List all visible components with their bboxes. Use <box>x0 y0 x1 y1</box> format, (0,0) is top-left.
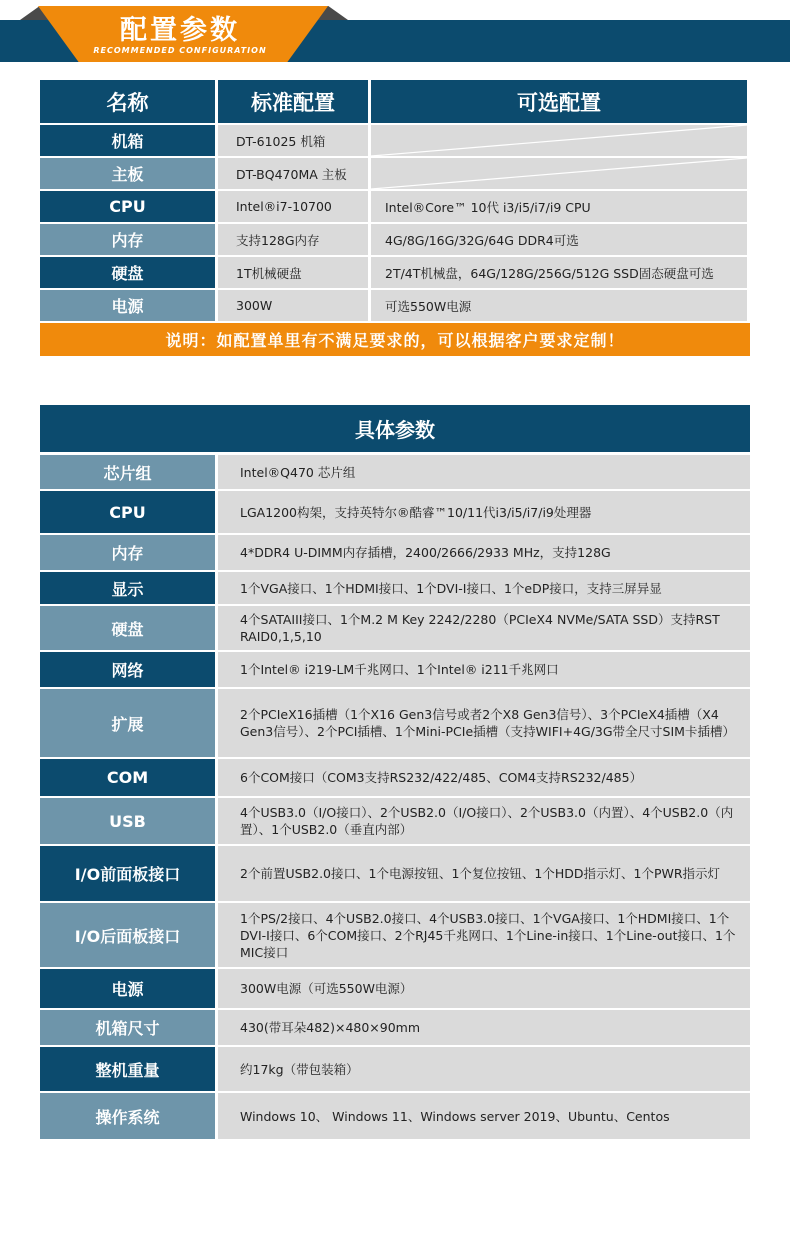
spec-row-name: USB <box>40 798 215 844</box>
spec-row-name: 扩展 <box>40 689 215 757</box>
config-header-row <box>40 80 750 123</box>
diagonal-line <box>371 125 747 156</box>
config-row-name: 电源 <box>40 290 215 321</box>
config-row-optional: 2T/4T机械盘，64G/128G/256G/512G SSD固态硬盘可选 <box>371 257 747 288</box>
spec-row-value: 4*DDR4 U-DIMM内存插槽，2400/2666/2933 MHz，支持128G <box>218 535 750 570</box>
spec-row-name: 网络 <box>40 652 215 687</box>
config-row <box>40 158 750 189</box>
spec-row-value: 4个USB3.0（I/O接口）、2个USB2.0（I/O接口）、2个USB3.0（内置）、4个USB2.0（内置）、1个USB2.0（垂直内部） <box>218 798 750 844</box>
spec-row-name: 电源 <box>40 969 215 1008</box>
config-row <box>40 191 750 222</box>
spec-row-name: 芯片组 <box>40 455 215 489</box>
spec-title: 具体参数 <box>40 405 750 452</box>
spec-row-value: 1个Intel® i219-LM千兆网口、1个Intel® i211千兆网口 <box>218 652 750 687</box>
banner-subtitle: RECOMMENDED CONFIGURATION <box>93 46 267 55</box>
config-header-optional: 可选配置 <box>371 80 747 123</box>
spec-row-value: 约17kg（带包装箱） <box>218 1047 750 1091</box>
banner-title: 配置参数 <box>120 15 240 46</box>
config-row-optional: 4G/8G/16G/32G/64G DDR4可选 <box>371 224 747 255</box>
spec-row <box>40 798 750 844</box>
spec-row-name: I/O前面板接口 <box>40 846 215 901</box>
spec-row <box>40 1010 750 1045</box>
config-row-name: 硬盘 <box>40 257 215 288</box>
config-row-name: 主板 <box>40 158 215 189</box>
spec-row-name: COM <box>40 759 215 796</box>
config-row-name: 机箱 <box>40 125 215 156</box>
config-row <box>40 224 750 255</box>
spec-row <box>40 689 750 757</box>
spec-row-value: 300W电源（可选550W电源） <box>218 969 750 1008</box>
config-header-standard: 标准配置 <box>218 80 368 123</box>
spec-row <box>40 606 750 650</box>
diagonal-line <box>371 158 747 189</box>
spec-row-name: 操作系统 <box>40 1093 215 1139</box>
spec-row <box>40 491 750 533</box>
spec-row-value: Windows 10、 Windows 11、Windows server 2019、Ubuntu、Centos <box>218 1093 750 1139</box>
spec-row-name: CPU <box>40 491 215 533</box>
spec-row-value: 2个前置USB2.0接口、1个电源按钮、1个复位按钮、1个HDD指示灯、1个PWR指示灯 <box>218 846 750 901</box>
config-note: 说明：如配置单里有不满足要求的，可以根据客户要求定制！ <box>40 323 750 356</box>
config-row-name: CPU <box>40 191 215 222</box>
spec-row <box>40 455 750 489</box>
spec-row-value: 2个PCIeX16插槽（1个X16 Gen3信号或者2个X8 Gen3信号）、3个PCIeX4插槽（X4 Gen3信号）、2个PCI插槽、1个Mini-PCIe插槽（支持WIFI+4G/3G带全尺寸SIM卡插槽） <box>218 689 750 757</box>
spec-row-value: 430(带耳朵482)×480×90mm <box>218 1010 750 1045</box>
spec-row <box>40 969 750 1008</box>
config-row-standard: 300W <box>218 290 368 321</box>
spec-row-value: 1个PS/2接口、4个USB2.0接口、4个USB3.0接口、1个VGA接口、1个HDMI接口、1个DVI-I接口、6个COM接口、2个RJ45千兆网口、1个Line-in接口、1个Line-out接口、1个MIC接口 <box>218 903 750 967</box>
config-row-optional-empty <box>371 125 747 156</box>
spec-row <box>40 652 750 687</box>
config-row-optional: Intel®Core™ 10代 i3/i5/i7/i9 CPU <box>371 191 747 222</box>
config-row-optional-empty <box>371 158 747 189</box>
spec-row-name: 硬盘 <box>40 606 215 650</box>
spec-row <box>40 759 750 796</box>
config-table <box>40 80 750 356</box>
config-row-standard: Intel®i7-10700 <box>218 191 368 222</box>
config-row <box>40 257 750 288</box>
config-row-standard: DT-61025 机箱 <box>218 125 368 156</box>
spec-row-name: 机箱尺寸 <box>40 1010 215 1045</box>
config-row <box>40 125 750 156</box>
spec-row-value: 4个SATAIII接口、1个M.2 M Key 2242/2280（PCIeX4 NVMe/SATA SSD）支持RST RAID0,1,5,10 <box>218 606 750 650</box>
spec-row-value: LGA1200构架，支持英特尔®酷睿™10/11代i3/i5/i7/i9处理器 <box>218 491 750 533</box>
config-row-standard: 1T机械硬盘 <box>218 257 368 288</box>
spec-row-value: 6个COM接口（COM3支持RS232/422/485、COM4支持RS232/485） <box>218 759 750 796</box>
spec-row <box>40 846 750 901</box>
spec-row-value: 1个VGA接口、1个HDMI接口、1个DVI-I接口、1个eDP接口，支持三屏异显 <box>218 572 750 604</box>
config-row-name: 内存 <box>40 224 215 255</box>
config-header-name: 名称 <box>40 80 215 123</box>
config-row-standard: 支持128G内存 <box>218 224 368 255</box>
spec-table <box>40 405 750 1141</box>
spec-row-value: Intel®Q470 芯片组 <box>218 455 750 489</box>
spec-row <box>40 1047 750 1091</box>
config-row-optional: 可选550W电源 <box>371 290 747 321</box>
header-banner <box>0 0 790 62</box>
spec-row-name: 整机重量 <box>40 1047 215 1091</box>
spec-row <box>40 572 750 604</box>
spec-row <box>40 903 750 967</box>
spec-row-name: 显示 <box>40 572 215 604</box>
spec-row <box>40 1093 750 1139</box>
spec-row <box>40 535 750 570</box>
config-row-standard: DT-BQ470MA 主板 <box>218 158 368 189</box>
config-row <box>40 290 750 321</box>
spec-row-name: 内存 <box>40 535 215 570</box>
spec-row-name: I/O后面板接口 <box>40 903 215 967</box>
